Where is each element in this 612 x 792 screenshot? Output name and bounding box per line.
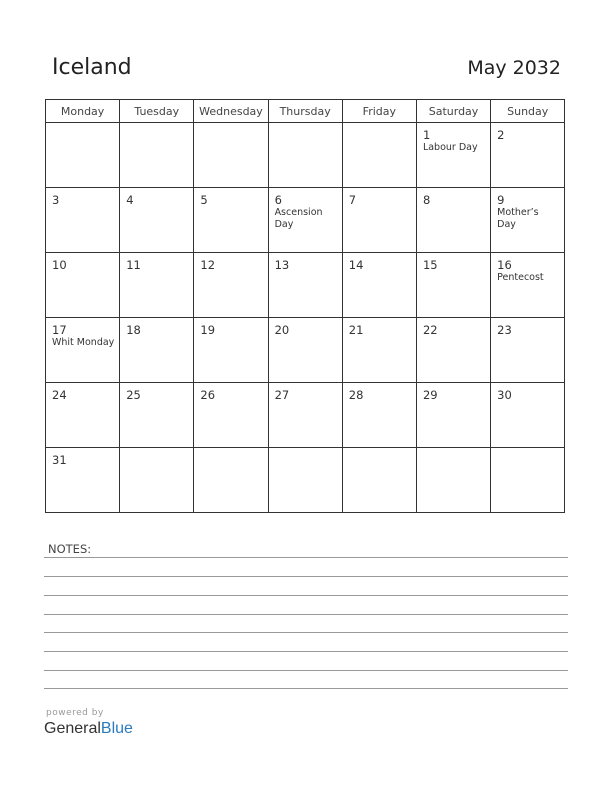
day-number: 1 bbox=[422, 128, 431, 142]
day-cell bbox=[194, 253, 268, 318]
day-number: 16 bbox=[497, 258, 512, 272]
note-line bbox=[44, 688, 568, 689]
country-title: Iceland bbox=[52, 55, 132, 80]
day-cell bbox=[46, 123, 120, 188]
week-row bbox=[46, 123, 565, 188]
weekday-friday: Friday bbox=[342, 100, 416, 123]
month-year-title: May 2032 bbox=[467, 57, 561, 79]
holiday-label: Mother’s Day bbox=[497, 207, 539, 230]
day-cell bbox=[120, 383, 194, 448]
day-cell bbox=[120, 123, 194, 188]
day-cell bbox=[342, 188, 416, 253]
day-cell bbox=[342, 318, 416, 383]
note-line bbox=[44, 651, 568, 652]
day-number: 29 bbox=[422, 388, 438, 402]
day-number: 19 bbox=[200, 323, 216, 337]
day-cell bbox=[268, 448, 342, 513]
day-number: 6 bbox=[274, 193, 282, 207]
note-line bbox=[44, 614, 568, 615]
day-number: 17 bbox=[52, 323, 67, 337]
week-row bbox=[46, 318, 565, 383]
day-number: 12 bbox=[200, 258, 216, 272]
day-number: 15 bbox=[422, 258, 438, 272]
day-cell bbox=[46, 188, 120, 253]
day-cell bbox=[416, 188, 490, 253]
weekday-header-row bbox=[46, 100, 565, 123]
day-number: 18 bbox=[126, 323, 141, 337]
day-number: 9 bbox=[497, 193, 505, 207]
note-line bbox=[44, 576, 568, 577]
day-cell bbox=[268, 123, 342, 188]
day-cell bbox=[342, 253, 416, 318]
day-number: 20 bbox=[274, 323, 290, 337]
day-number: 22 bbox=[422, 323, 438, 337]
note-line bbox=[44, 595, 568, 596]
holiday-label: Ascension Day bbox=[274, 207, 323, 230]
day-cell bbox=[416, 253, 490, 318]
day-number: 8 bbox=[422, 193, 431, 207]
day-number: 26 bbox=[200, 388, 216, 402]
day-cell bbox=[194, 383, 268, 448]
weekday-monday: Monday bbox=[46, 100, 120, 123]
day-cell bbox=[120, 448, 194, 513]
day-cell bbox=[46, 448, 120, 513]
day-cell bbox=[268, 383, 342, 448]
day-cell bbox=[46, 318, 120, 383]
day-cell bbox=[416, 448, 490, 513]
day-cell bbox=[491, 448, 565, 513]
day-cell bbox=[491, 383, 565, 448]
week-row bbox=[46, 383, 565, 448]
day-number: 25 bbox=[126, 388, 141, 402]
generalblue-logo bbox=[44, 720, 133, 738]
day-cell bbox=[491, 318, 565, 383]
day-cell bbox=[194, 318, 268, 383]
day-cell bbox=[46, 253, 120, 318]
week-row bbox=[46, 253, 565, 318]
day-number: 2 bbox=[497, 128, 505, 142]
brand-general: General bbox=[44, 720, 101, 737]
day-number: 5 bbox=[200, 193, 208, 207]
day-cell bbox=[342, 448, 416, 513]
day-cell bbox=[416, 123, 490, 188]
weekday-tuesday: Tuesday bbox=[120, 100, 194, 123]
day-number: 10 bbox=[52, 258, 67, 272]
day-cell bbox=[268, 253, 342, 318]
day-number: 27 bbox=[274, 388, 290, 402]
day-number: 31 bbox=[52, 453, 67, 467]
day-cell bbox=[342, 123, 416, 188]
day-cell bbox=[194, 448, 268, 513]
note-line bbox=[44, 632, 568, 633]
day-number: 3 bbox=[52, 193, 60, 207]
weekday-saturday: Saturday bbox=[416, 100, 490, 123]
weekday-thursday: Thursday bbox=[268, 100, 342, 123]
day-number: 30 bbox=[497, 388, 512, 402]
day-number: 24 bbox=[52, 388, 67, 402]
day-number: 11 bbox=[126, 258, 141, 272]
week-row bbox=[46, 188, 565, 253]
day-number: 7 bbox=[348, 193, 357, 207]
powered-by-text: powered by bbox=[46, 708, 104, 718]
calendar-grid bbox=[45, 99, 565, 513]
note-line bbox=[44, 557, 568, 558]
holiday-label: Pentecost bbox=[497, 272, 544, 283]
day-cell bbox=[491, 188, 565, 253]
day-cell bbox=[342, 383, 416, 448]
day-cell bbox=[268, 318, 342, 383]
day-cell bbox=[416, 383, 490, 448]
day-number: 28 bbox=[348, 388, 364, 402]
day-number: 4 bbox=[126, 193, 134, 207]
brand-blue: Blue bbox=[100, 720, 133, 737]
day-cell bbox=[416, 318, 490, 383]
notes-label: NOTES: bbox=[48, 542, 92, 556]
week-row bbox=[46, 448, 565, 513]
holiday-label: Whit Monday bbox=[52, 337, 115, 348]
day-cell bbox=[120, 188, 194, 253]
weekday-sunday: Sunday bbox=[491, 100, 565, 123]
day-cell bbox=[194, 188, 268, 253]
day-number: 23 bbox=[497, 323, 512, 337]
day-cell bbox=[46, 383, 120, 448]
day-number: 21 bbox=[348, 323, 364, 337]
day-number: 13 bbox=[274, 258, 290, 272]
day-cell bbox=[120, 318, 194, 383]
weekday-wednesday: Wednesday bbox=[194, 100, 268, 123]
day-cell bbox=[491, 123, 565, 188]
note-line bbox=[44, 670, 568, 671]
day-cell bbox=[194, 123, 268, 188]
day-cell bbox=[120, 253, 194, 318]
day-cell bbox=[491, 253, 565, 318]
holiday-label: Labour Day bbox=[422, 142, 478, 153]
day-number: 14 bbox=[348, 258, 364, 272]
day-cell bbox=[268, 188, 342, 253]
